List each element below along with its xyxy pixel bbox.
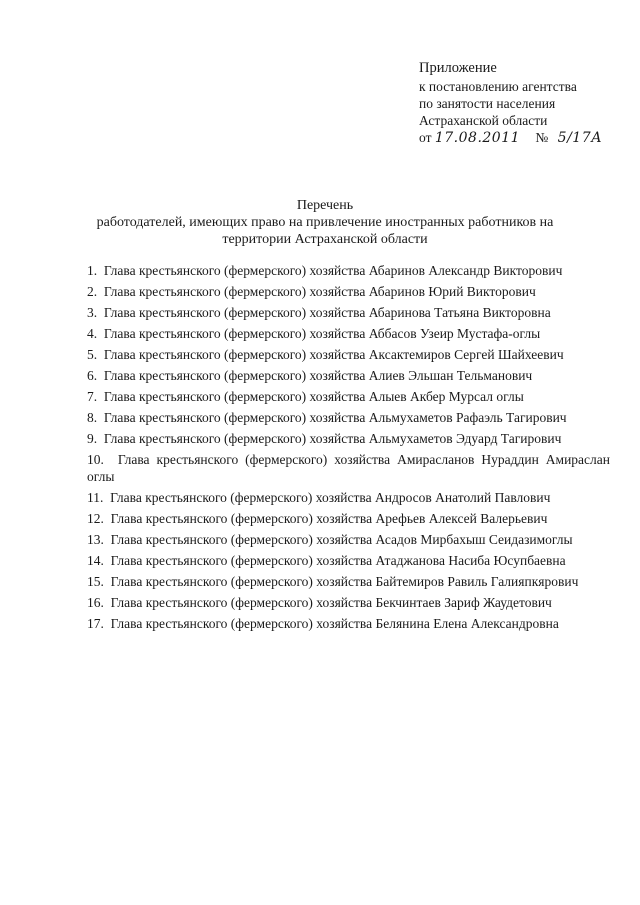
list-item-number: 5. [87,347,98,362]
list-item-number: 11. [87,490,104,505]
list-item [87,451,610,485]
list-item-number: 12. [87,511,104,526]
list-item-text: Глава крестьянского (фермерского) хозяйства Абаринов Юрий Викторович [103,284,536,299]
list-item-text: Глава крестьянского (фермерского) хозяйства Арефьев Алексей Валерьевич [110,511,548,526]
handwritten-number: 5/17А [557,130,603,146]
list-item-number: 15. [87,574,104,589]
appendix-title: Приложение [419,60,497,76]
list-item-number: 2. [87,284,98,299]
list-item-number: 17. [87,616,104,631]
list-item [87,552,610,569]
list-item-text: Глава крестьянского (фермерского) хозяйства Аксактемиров Сергей Шайхеевич [103,347,564,362]
list-item-text: Глава крестьянского (фермерского) хозяйства Белянина Елена Александровна [110,616,559,631]
list-item-number: 4. [87,326,98,341]
list-item-text: Глава крестьянского (фермерского) хозяйства Асадов Мирбахыш Сеидазимоглы [110,532,573,547]
list-item-text: Глава крестьянского (фермерского) хозяйства Абаринов Александр Викторович [103,263,563,278]
appendix-date-line [419,129,619,147]
document-heading [90,197,560,248]
heading-line-1: работодателей, имеющих право на привлечение иностранных работников на [96,215,554,230]
list-item-text: Глава крестьянского (фермерского) хозяйства Альмухаметов Эдуард Тагирович [103,431,562,446]
list-item-text: Глава крестьянского (фермерского) хозяйства Алиев Эльшан Тельманович [103,368,533,383]
list-item-text: Глава крестьянского (фермерского) хозяйства Альмухаметов Рафаэль Тагирович [103,410,567,425]
list-item [87,283,610,300]
list-item-text: Глава крестьянского (фермерского) хозяйства Бекчинтаев Зариф Жаудетович [110,595,552,610]
list-item [87,346,610,363]
list-item-number: 8. [87,410,98,425]
handwritten-date: 17.08.2011 [434,130,521,146]
list-item [87,594,610,611]
list-item-number: 14. [87,553,104,568]
list-item-number: 7. [87,389,98,404]
list-item-text: Глава крестьянского (фермерского) хозяйства Абаринова Татьяна Викторовна [103,305,551,320]
list-item [87,489,610,506]
list-item-number: 1. [87,263,98,278]
list-item-text: Глава крестьянского (фермерского) хозяйства Алыев Акбер Мурсал оглы [103,389,524,404]
appendix-line-1: к постановлению агентства [419,79,577,94]
heading-title: Перечень [296,198,354,213]
appendix-line-3: Астраханской области [419,113,548,128]
list-item [87,430,610,447]
list-item [87,262,610,279]
list-item-number: 3. [87,305,98,320]
list-item-text: Глава крестьянского (фермерского) хозяйства Атаджанова Насиба Юсупбаевна [110,553,566,568]
number-sign: № [535,130,549,145]
list-item-number: 16. [87,595,104,610]
appendix-line-2: по занятости населения [419,96,556,111]
list-item [87,367,610,384]
employer-list [87,262,610,636]
list-item-number: 10. [87,452,104,467]
appendix-block [419,60,619,147]
list-item [87,573,610,590]
list-item-text: Глава крестьянского (фермерского) хозяйства Андросов Анатолий Павлович [110,490,551,505]
list-item [87,304,610,321]
list-item-text: Глава крестьянского (фермерского) хозяйства Аббасов Узеир Мустафа-оглы [103,326,541,341]
list-item-text: Глава крестьянского (фермерского) хозяйства Амирасланов Нураддин Амираслан оглы [87,452,610,484]
list-item [87,388,610,405]
list-item [87,531,610,548]
list-item [87,615,610,632]
from-label: от [419,130,432,145]
list-item [87,325,610,342]
list-item-number: 9. [87,431,98,446]
list-item [87,409,610,426]
list-item-number: 6. [87,368,98,383]
list-item-text: Глава крестьянского (фермерского) хозяйства Байтемиров Равиль Галияпкярович [110,574,579,589]
list-item [87,510,610,527]
list-item-number: 13. [87,532,104,547]
heading-line-2: территории Астраханской области [222,232,428,247]
